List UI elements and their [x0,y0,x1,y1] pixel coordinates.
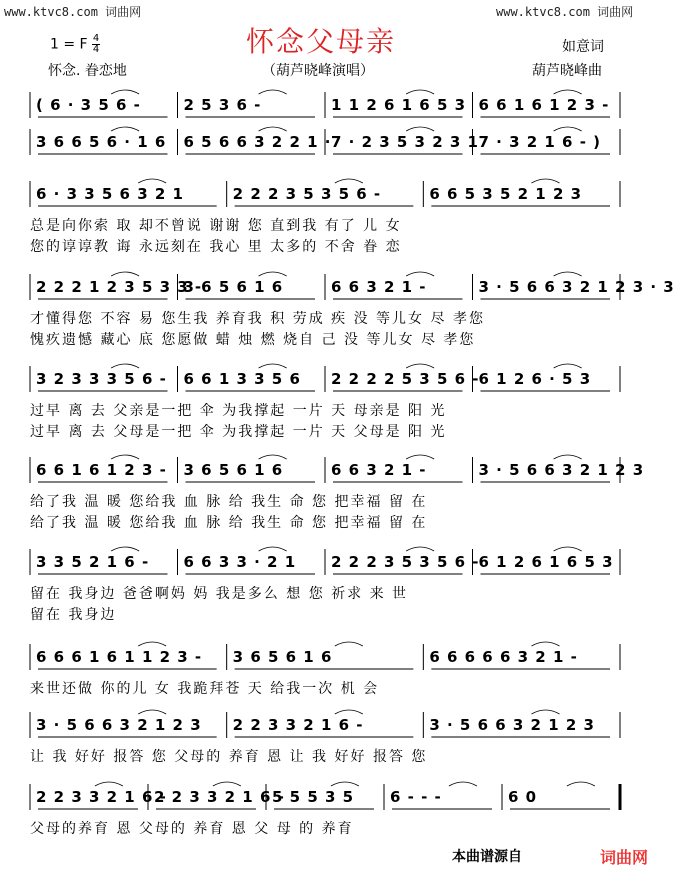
measure-notes: 1 1 2 6 1 6 5 3 [331,96,467,114]
tie-arc [138,710,166,714]
performer: （葫芦晓峰演唱） [262,63,374,79]
measure-notes: 3 · 5 6 6 3 2 1 2 3 [429,716,595,734]
tie-arc [111,272,139,276]
measure-notes: 3 · 5 6 6 3 2 1 2 3 · 3 [478,278,675,296]
measure-notes: 6 1 2 6 1 6 5 3 [478,553,614,571]
measure-notes: 6 6 6 1 6 1 1 2 3 - [36,648,203,666]
tie-arc [406,364,434,368]
tie-arc [259,547,287,551]
song-title: 怀念父母亲 [246,25,397,58]
tie-arc [111,364,139,368]
measure-notes: 6 6 3 2 1 - [331,461,427,479]
measure-notes: 3 6 5 6 1 6 [183,278,284,296]
lyric-line: 过早 离 去 父亲是一把 伞 为我撑起 一片 天 母亲是 阳 光 [30,403,447,419]
lyric-line: 给了我 温 暖 您给我 血 脉 给 我生 命 您 把幸福 留 在 [30,515,428,531]
watermark-left-site: www.ktvc8.com [4,5,98,19]
measure-notes: 3 3 5 2 1 6 - [36,553,150,571]
measure-notes: 6 6 1 6 1 2 3 - [36,461,167,479]
tie-arc [111,127,139,131]
source-note: 本曲谱源自 [452,849,522,865]
tie-arc [554,127,582,131]
measure-notes: 6 6 1 6 1 2 3 - [478,96,610,114]
measure-notes: 3 2 3 3 3 5 6 - [36,370,167,388]
lyric-line: 留在 我身边 爸爸啊妈 妈 我是多么 想 您 祈求 来 世 [30,586,409,602]
tie-arc [554,455,582,459]
tie-arc [554,90,582,94]
measure-notes: 6 6 6 6 6 3 2 1 - [429,648,578,666]
time-top: 4 [92,33,100,44]
tie-arc [406,455,434,459]
measure-notes: 3 6 5 6 1 6 [183,461,284,479]
tie-arc [335,179,363,183]
measure-notes: 3 6 5 6 1 6 [232,648,333,666]
measure-notes: 3 · 5 6 6 3 2 1 2 3 [36,716,202,734]
tie-arc [95,782,123,786]
lyric-line: 过早 离 去 父母是一把 伞 为我撑起 一片 天 父母是 阳 光 [30,424,447,440]
lyric-line: 来世还做 你的儿 女 我跪拜苍 天 给我一次 机 会 [30,681,380,697]
watermark-right-label: 词曲网 [597,5,634,19]
measure-notes: 6 6 1 3 3 5 6 [183,370,301,388]
tie-arc [259,455,287,459]
tie-arc [554,547,582,551]
measure-notes: 7 · 3 2 1 6 - ) [478,133,602,151]
measure-notes: 2 2 3 3 2 1 6 - [232,716,364,734]
measure-notes: 2 5 3 6 - [183,96,262,114]
measure-notes: 6 6 5 3 5 2 1 2 3 [429,185,583,203]
lyric-line: 让 我 好好 报答 您 父母的 养育 恩 让 我 好好 报答 您 [30,749,428,765]
lyric-line: 父母的养育 恩 父母的 养育 恩 父 母 的 养育 [30,821,354,837]
tie-arc [259,127,287,131]
measure-notes: ( 6 · 3 5 6 - [36,96,141,114]
measure-notes: 2 2 3 3 2 1 6 - [36,788,167,806]
tie-arc [406,127,434,131]
lyricist: 如意词 [562,39,604,55]
mood-marking: 怀念. 眷恋地 [48,63,127,79]
tie-arc [449,782,477,786]
tie-arc [406,90,434,94]
time-bottom: 4 [92,44,100,55]
tie-arc [259,90,287,94]
tie-arc [111,547,139,551]
lyric-line: 您的谆谆教 诲 永远刻在 我心 里 太多的 不舍 眷 恋 [30,239,402,255]
tie-arc [554,272,582,276]
tie-arc [554,364,582,368]
measure-notes: 5 5 5 3 5 [272,788,355,806]
measure-notes: 6 6 3 2 1 - [331,278,427,296]
tie-arc [213,782,241,786]
measure-notes: 2 2 2 3 5 3 5 6 - [331,553,480,571]
lyric-line: 给了我 温 暖 您给我 血 脉 给 我生 命 您 把幸福 留 在 [30,494,428,510]
composer: 葫芦晓峰曲 [532,63,602,79]
lyric-line: 总是向你索 取 却不曾说 谢谢 您 直到我 有了 儿 女 [30,218,402,234]
measure-notes: 3 6 6 5 6 · 1 6 [36,133,167,151]
measure-notes: 6 · 3 3 5 6 3 2 1 [36,185,184,203]
measure-notes: 6 0 [508,788,538,806]
key-label: 1 = F [50,36,88,53]
measure-notes: 2 2 2 1 2 3 5 3 3 - [36,278,203,296]
measure-notes: 3 · 5 6 6 3 2 1 2 3 [478,461,645,479]
tie-arc [111,90,139,94]
measure-notes: 2 2 2 3 5 3 5 6 - [232,185,382,203]
watermark-left-label: 词曲网 [105,5,142,19]
measure-notes: 6 5 6 6 3 2 2 1 · [183,133,332,151]
lyric-line: 留在 我身边 [30,607,117,623]
tie-arc [138,179,166,183]
tie-arc [532,710,560,714]
tie-arc [335,710,363,714]
tie-arc [331,782,359,786]
tie-arc [567,782,595,786]
lyric-line: 才懂得您 不容 易 您生我 养育我 积 劳成 疾 没 等儿女 尽 孝您 [30,311,485,327]
tie-arc [138,642,166,646]
measure-notes: 6 - - - [390,788,442,806]
tie-arc [111,455,139,459]
measure-notes: 6 1 2 6 · 5 3 [478,370,592,388]
tie-arc [532,179,560,183]
tie-arc [259,272,287,276]
measure-notes: 6 6 3 3 · 2 1 [183,553,297,571]
tie-arc [259,364,287,368]
measure-notes: 2 2 2 2 5 3 5 6 - [331,370,480,388]
brand-logo: 词曲网 [600,848,649,867]
lyric-line: 愧疚遗憾 藏心 底 您愿做 蜡 烛 燃 烧自 己 没 等儿女 尽 孝您 [30,332,476,348]
tie-arc [406,547,434,551]
measure-notes: 7 · 2 3 5 3 2 3 1 [331,133,479,151]
tie-arc [406,272,434,276]
measure-notes: 2 2 3 3 2 1 6 - [154,788,285,806]
tie-arc [532,642,560,646]
watermark-right-site: www.ktvc8.com [496,5,590,19]
tie-arc [335,642,363,646]
